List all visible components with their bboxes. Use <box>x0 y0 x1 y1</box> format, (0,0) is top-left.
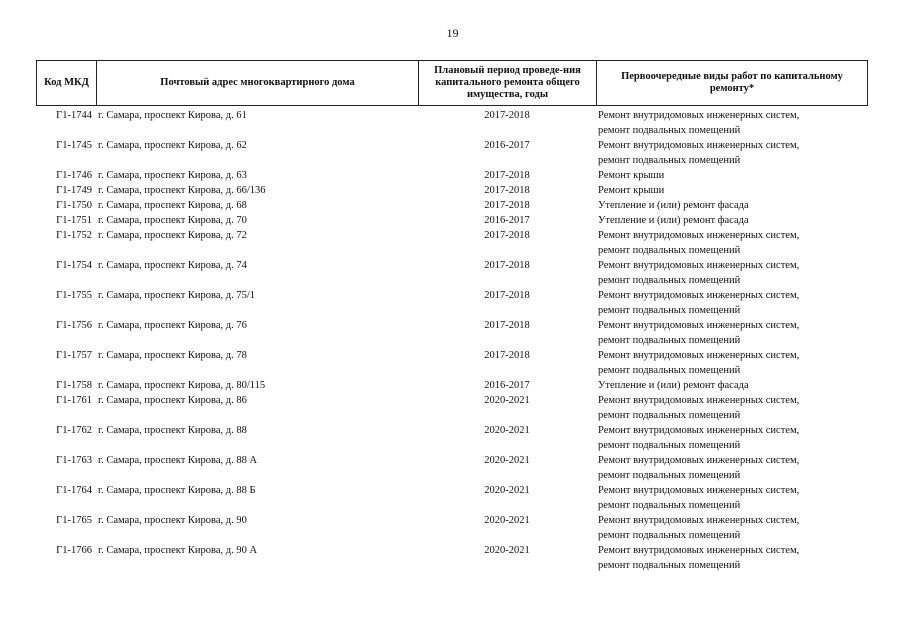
cell-works <box>596 108 866 138</box>
cell-period: 2017-2018 <box>484 320 530 331</box>
table-row <box>36 288 868 318</box>
cell-address: г. Самара, проспект Кирова, д. 63 <box>98 170 247 181</box>
cell-code: Г1-1750 <box>56 200 92 211</box>
header-period: Плановый период проведе-ния капитального ремонта общего имущества, годы <box>419 61 597 105</box>
cell-works <box>596 513 866 543</box>
cell-address: г. Самара, проспект Кирова, д. 76 <box>98 320 247 331</box>
cell-address: г. Самара, проспект Кирова, д. 78 <box>98 350 247 361</box>
cell-period: 2020-2021 <box>484 485 530 496</box>
header-code: Код МКД <box>37 61 97 105</box>
cell-period: 2016-2017 <box>484 140 530 151</box>
cell-works <box>596 318 866 348</box>
cell-period: 2016-2017 <box>484 215 530 226</box>
table-header <box>36 60 868 106</box>
cell-period: 2017-2018 <box>484 170 530 181</box>
works-line: ремонт подвальных помещений <box>598 275 741 286</box>
cell-code: Г1-1749 <box>56 185 92 196</box>
works-line: Ремонт внутридомовых инженерных систем, <box>598 140 800 151</box>
table-body <box>36 108 868 573</box>
page-number: 19 <box>446 26 459 40</box>
table-row <box>36 378 868 393</box>
cell-works <box>596 138 866 168</box>
cell-period: 2017-2018 <box>484 185 530 196</box>
cell-period: 2016-2017 <box>484 380 530 391</box>
cell-code: Г1-1756 <box>56 320 92 331</box>
works-line: ремонт подвальных помещений <box>598 125 741 136</box>
cell-code: Г1-1766 <box>56 545 92 556</box>
cell-works <box>596 183 866 198</box>
works-line: Утепление и (или) ремонт фасада <box>598 215 749 226</box>
works-line: Ремонт крыши <box>598 170 665 181</box>
cell-works <box>596 348 866 378</box>
cell-period: 2020-2021 <box>484 455 530 466</box>
cell-works <box>596 213 866 228</box>
table-row <box>36 393 868 423</box>
cell-address: г. Самара, проспект Кирова, д. 61 <box>98 110 247 121</box>
cell-works <box>596 453 866 483</box>
table-row <box>36 513 868 543</box>
cell-code: Г1-1746 <box>56 170 92 181</box>
cell-works <box>596 423 866 453</box>
header-address: Почтовый адрес многоквартирного дома <box>97 61 419 105</box>
works-line: Ремонт внутридомовых инженерных систем, <box>598 515 800 526</box>
works-line: Ремонт крыши <box>598 185 665 196</box>
cell-period: 2017-2018 <box>484 230 530 241</box>
cell-code: Г1-1745 <box>56 140 92 151</box>
works-line: Ремонт внутридомовых инженерных систем, <box>598 485 800 496</box>
table-row <box>36 213 868 228</box>
works-line: ремонт подвальных помещений <box>598 335 741 346</box>
cell-period: 2017-2018 <box>484 260 530 271</box>
works-line: ремонт подвальных помещений <box>598 245 741 256</box>
cell-address: г. Самара, проспект Кирова, д. 90 <box>98 515 247 526</box>
table-row <box>36 108 868 138</box>
cell-address: г. Самара, проспект Кирова, д. 66/136 <box>98 185 266 196</box>
works-line: ремонт подвальных помещений <box>598 470 741 481</box>
works-line: Ремонт внутридомовых инженерных систем, <box>598 290 800 301</box>
cell-code: Г1-1751 <box>56 215 92 226</box>
header-works: Первоочередные виды работ по капитальному ремонту* <box>621 71 843 94</box>
table-row <box>36 318 868 348</box>
works-line: ремонт подвальных помещений <box>598 440 741 451</box>
cell-code: Г1-1752 <box>56 230 92 241</box>
cell-address: г. Самара, проспект Кирова, д. 75/1 <box>98 290 256 301</box>
works-line: Утепление и (или) ремонт фасада <box>598 200 749 211</box>
cell-works <box>596 378 866 393</box>
works-line: ремонт подвальных помещений <box>598 155 741 166</box>
table-row <box>36 483 868 513</box>
table-row <box>36 453 868 483</box>
cell-code: Г1-1757 <box>56 350 92 361</box>
cell-code: Г1-1763 <box>56 455 92 466</box>
table-row <box>36 258 868 288</box>
works-line: ремонт подвальных помещений <box>598 560 741 571</box>
works-line: Ремонт внутридомовых инженерных систем, <box>598 455 800 466</box>
table-row <box>36 228 868 258</box>
cell-works <box>596 393 866 423</box>
works-line: Ремонт внутридомовых инженерных систем, <box>598 230 800 241</box>
cell-code: Г1-1758 <box>56 380 92 391</box>
works-line: Ремонт внутридомовых инженерных систем, <box>598 320 800 331</box>
table-row <box>36 348 868 378</box>
cell-address: г. Самара, проспект Кирова, д. 90 А <box>98 545 258 556</box>
works-line: Ремонт внутридомовых инженерных систем, <box>598 425 800 436</box>
cell-address: г. Самара, проспект Кирова, д. 80/115 <box>98 380 266 391</box>
cell-code: Г1-1744 <box>56 110 92 121</box>
cell-address: г. Самара, проспект Кирова, д. 72 <box>98 230 247 241</box>
cell-period: 2017-2018 <box>484 110 530 121</box>
table-row <box>36 138 868 168</box>
cell-address: г. Самара, проспект Кирова, д. 74 <box>98 260 247 271</box>
cell-works <box>596 543 866 573</box>
cell-period: 2020-2021 <box>484 395 530 406</box>
cell-works <box>596 258 866 288</box>
cell-address: г. Самара, проспект Кирова, д. 70 <box>98 215 247 226</box>
cell-period: 2020-2021 <box>484 515 530 526</box>
cell-code: Г1-1762 <box>56 425 92 436</box>
cell-address: г. Самара, проспект Кирова, д. 68 <box>98 200 247 211</box>
table-row <box>36 423 868 453</box>
cell-address: г. Самара, проспект Кирова, д. 88 <box>98 425 247 436</box>
works-line: ремонт подвальных помещений <box>598 500 741 511</box>
cell-works <box>596 198 866 213</box>
cell-code: Г1-1754 <box>56 260 92 271</box>
cell-address: г. Самара, проспект Кирова, д. 88 Б <box>98 485 256 496</box>
works-line: Ремонт внутридомовых инженерных систем, <box>598 260 800 271</box>
cell-works <box>596 483 866 513</box>
works-line: ремонт подвальных помещений <box>598 530 741 541</box>
table-row <box>36 198 868 213</box>
cell-works <box>596 228 866 258</box>
works-line: ремонт подвальных помещений <box>598 410 741 421</box>
cell-works <box>596 288 866 318</box>
cell-period: 2020-2021 <box>484 545 530 556</box>
cell-works <box>596 168 866 183</box>
works-line: ремонт подвальных помещений <box>598 365 741 376</box>
works-line: Ремонт внутридомовых инженерных систем, <box>598 350 800 361</box>
cell-period: 2017-2018 <box>484 200 530 211</box>
cell-code: Г1-1764 <box>56 485 92 496</box>
table-row <box>36 543 868 573</box>
cell-period: 2020-2021 <box>484 425 530 436</box>
works-line: ремонт подвальных помещений <box>598 305 741 316</box>
works-line: Ремонт внутридомовых инженерных систем, <box>598 395 800 406</box>
cell-code: Г1-1761 <box>56 395 92 406</box>
table-row <box>36 168 868 183</box>
cell-code: Г1-1765 <box>56 515 92 526</box>
cell-address: г. Самара, проспект Кирова, д. 62 <box>98 140 247 151</box>
cell-address: г. Самара, проспект Кирова, д. 88 А <box>98 455 258 466</box>
cell-code: Г1-1755 <box>56 290 92 301</box>
works-line: Ремонт внутридомовых инженерных систем, <box>598 545 800 556</box>
works-line: Ремонт внутридомовых инженерных систем, <box>598 110 800 121</box>
works-line: Утепление и (или) ремонт фасада <box>598 380 749 391</box>
cell-period: 2017-2018 <box>484 350 530 361</box>
table-row <box>36 183 868 198</box>
cell-address: г. Самара, проспект Кирова, д. 86 <box>98 395 247 406</box>
cell-period: 2017-2018 <box>484 290 530 301</box>
